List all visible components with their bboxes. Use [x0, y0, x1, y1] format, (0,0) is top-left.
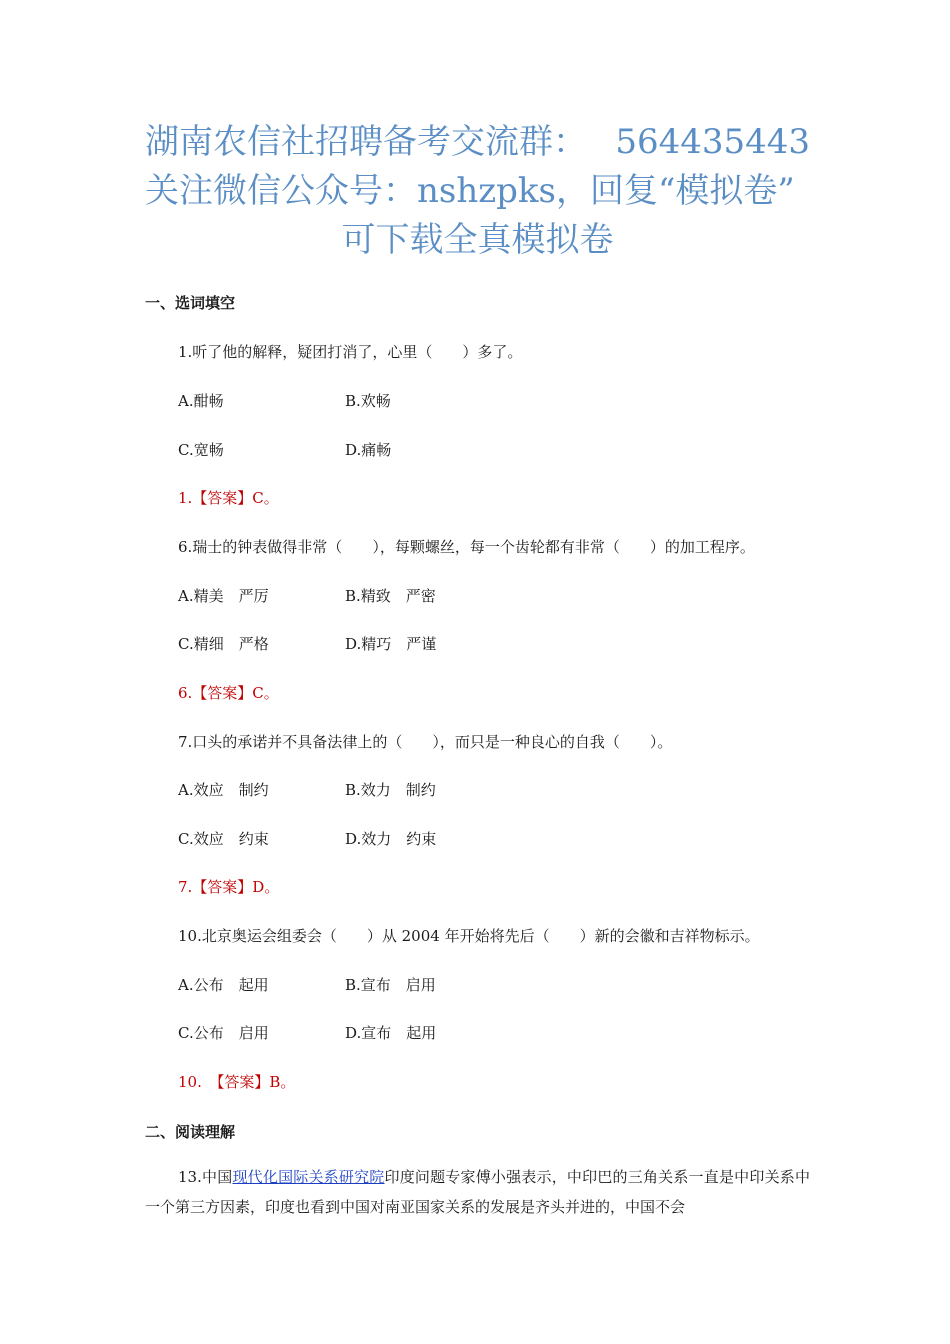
header-group-label: 湖南农信社招聘备考交流群：	[145, 122, 587, 162]
option-d: D.痛畅	[345, 441, 392, 459]
question-stem: 6.瑞士的钟表做得非常（ ），每颗螺丝，每一个齿轮都有非常（ ）的加工程序。	[178, 538, 755, 556]
paragraph-prefix: 13.中国	[178, 1168, 233, 1186]
header-line-1	[145, 118, 810, 167]
header-line-2: 关注微信公众号：nshzpks，回复“模拟卷”	[145, 171, 795, 211]
institute-link[interactable]: 现代化国际关系研究院	[232, 1168, 385, 1186]
option-c: C.精细 严格	[178, 635, 269, 653]
option-b: B.效力 制约	[345, 781, 436, 799]
option-b: B.精致 严密	[345, 587, 436, 605]
answer: 1.【答案】C。	[178, 489, 279, 507]
question-stem: 10.北京奥运会组委会（ ）从 2004 年开始将先后（ ）新的会徽和吉祥物标示。	[178, 927, 760, 945]
answer: 10. 【答案】B。	[178, 1073, 296, 1091]
option-c: C.宽畅	[178, 441, 224, 459]
option-d: D.效力 约束	[345, 830, 437, 848]
answer: 6.【答案】C。	[178, 684, 279, 702]
question-stem: 1.听了他的解释，疑团打消了，心里（ ）多了。	[178, 343, 523, 361]
option-a: A.精美 严厉	[178, 587, 269, 605]
section-title-1: 一、选词填空	[145, 294, 236, 312]
option-c: C.公布 启用	[178, 1024, 269, 1042]
option-a: A.效应 制约	[178, 781, 269, 799]
header-line-3: 可下载全真模拟卷	[341, 220, 614, 260]
option-d: D.宣布 起用	[345, 1024, 437, 1042]
question-stem: 7.口头的承诺并不具备法律上的（ ），而只是一种良心的自我（ ）。	[178, 733, 673, 751]
option-a: A.酣畅	[178, 392, 224, 410]
option-d: D.精巧 严谨	[345, 635, 437, 653]
answer: 7.【答案】D。	[178, 878, 280, 896]
option-a: A.公布 起用	[178, 976, 269, 994]
option-c: C.效应 约束	[178, 830, 269, 848]
option-b: B.欢畅	[345, 392, 391, 410]
section-title-2: 二、阅读理解	[145, 1123, 236, 1141]
reading-paragraph	[145, 1162, 810, 1222]
promo-header	[145, 118, 810, 265]
header-group-number: 564435443	[615, 122, 810, 162]
option-b: B.宣布 启用	[345, 976, 436, 994]
paragraph-body: 印度问题专家傅小强表示，中印巴的三角关系一直是中印关系中一个第三方因素，印度也看到中国对南亚国家关系的发展是齐头并进的，中国不会	[145, 1168, 810, 1216]
